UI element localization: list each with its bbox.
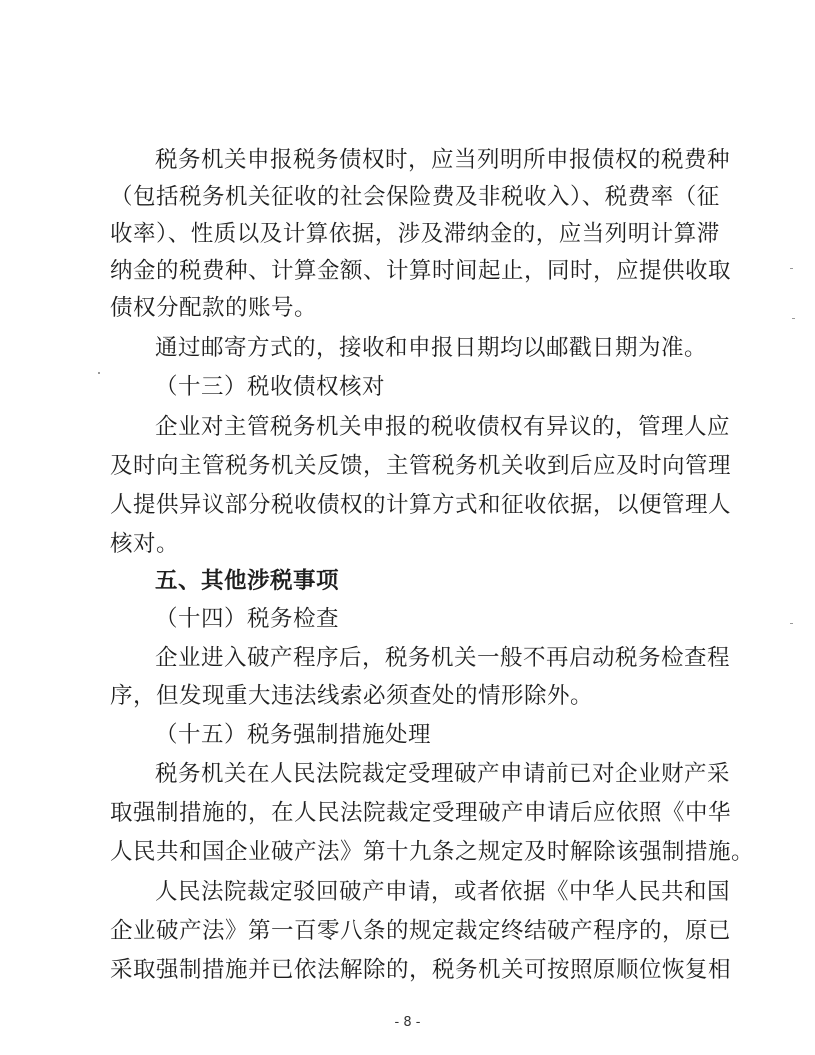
- paragraph-line: 及时向主管税务机关反馈，主管税务机关收到后应及时向管理: [110, 453, 732, 479]
- paragraph-line: 税务机关申报税务债权时，应当列明所申报债权的税费种: [155, 147, 731, 173]
- paragraph-line: 人民法院裁定驳回破产申请，或者依据《中华人民共和国: [155, 879, 731, 905]
- paragraph-line: 债权分配款的账号。: [110, 295, 318, 321]
- scan-speck: [790, 623, 793, 624]
- paragraph-line: 企业对主管税务机关申报的税收债权有异议的，管理人应: [155, 414, 731, 440]
- page-number: - 8 -: [394, 1015, 421, 1030]
- paragraph-line: 通过邮寄方式的，接收和申报日期均以邮戳日期为准。: [155, 335, 708, 361]
- paragraph-line: 税务机关在人民法院裁定受理破产申请前已对企业财产采: [155, 761, 731, 787]
- paragraph-line: （包括税务机关征收的社会保险费及非税收入）、税费率（征: [110, 184, 720, 210]
- paragraph-line: 收率）、性质以及计算依据，涉及滞纳金的，应当列明计算滞: [110, 221, 720, 247]
- section-subheading: （十五）税务强制措施处理: [155, 722, 432, 748]
- paragraph-line: 序，但发现重大违法线索必须查处的情形除外。: [110, 683, 594, 709]
- paragraph-line: 人提供异议部分税收债权的计算方式和征收依据，以便管理人: [110, 492, 732, 518]
- scan-speck: [790, 268, 793, 269]
- scan-speck: [792, 318, 795, 319]
- paragraph-line: 企业破产法》第一百零八条的规定裁定终结破产程序的，原已: [110, 918, 732, 944]
- section-subheading: （十四）税务检查: [155, 606, 340, 632]
- paragraph-line: 采取强制措施并已依法解除的，税务机关可按照原顺位恢复相: [110, 957, 732, 983]
- section-heading: 五、其他涉税事项: [155, 568, 340, 594]
- paragraph-line: 人民共和国企业破产法》第十九条之规定及时解除该强制措施。: [110, 839, 755, 865]
- paragraph-line: 纳金的税费种、计算金额、计算时间起止，同时，应提供收取: [110, 258, 732, 284]
- paragraph-line: 核对。: [110, 531, 180, 557]
- section-subheading: （十三）税收债权核对: [155, 374, 386, 400]
- paragraph-line: 取强制措施的，在人民法院裁定受理破产申请后应依照《中华: [110, 800, 732, 826]
- paragraph-line: 企业进入破产程序后，税务机关一般不再启动税务检查程: [155, 645, 731, 671]
- scan-speck: [98, 372, 100, 374]
